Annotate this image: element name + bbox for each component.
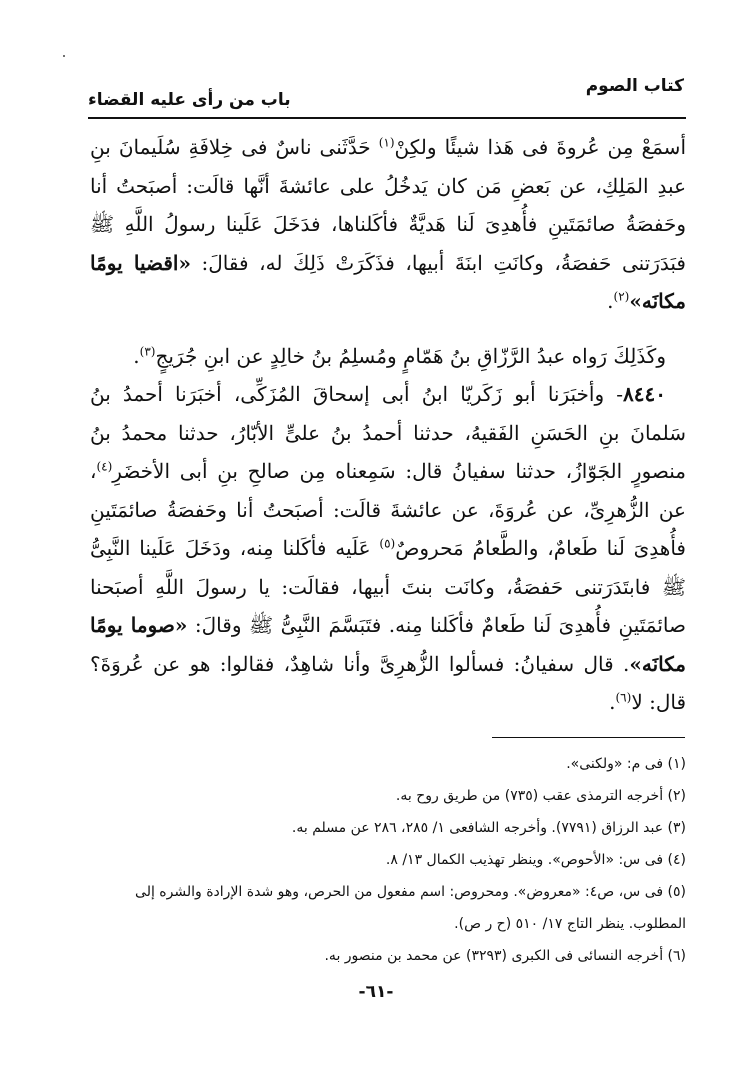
footnote-ref: (٥)	[379, 536, 396, 551]
hadith-quote: «صوما يومًا مكانَه»	[90, 613, 686, 676]
scan-speck	[63, 55, 65, 57]
chapter-title: باب من رأى عليه القضاء	[88, 90, 291, 110]
footnote: (٢) أخرجه الترمذى عقب (٧٣٥) من طريق روح به.	[395, 788, 686, 804]
footnote-ref: (٦)	[615, 690, 632, 705]
running-header	[88, 76, 684, 110]
footnote-ref: (٢)	[613, 289, 630, 304]
hadith-number: ٨٤٤٠	[623, 382, 666, 406]
footnote: (٤) فى س: «الأحوص». وينظر تهذيب الكمال ١٣/ ٨.	[385, 852, 686, 868]
footnote-ref: (٣)	[139, 343, 156, 358]
footnotes	[110, 748, 686, 972]
hadith-quote: «اقضيا يومًا مكانَه»	[90, 250, 686, 313]
paragraph-continuation: أسمَعْ مِن عُروةَ فى هَذا شيئًا ولكِنْ$^{(١)}$ حَدَّثَنى ناسٌ فى خِلافَةِ سُلَيمانَ بنِ عبدِ المَلِكِ، عن بَعضِ مَن كان يَدخُلُ على عائشةَ أنَّها قالَت: أصبَحتُ أنا وحَفصَةُ صائمَتَينِ فأُهدِىَ لَنا هَديَّةٌ فأكَلناها، فدَخَلَ عَلَينا رسولُ اللَّهِ ﷺ فبَدَرَتنى حَفصَةُ، وكانَتِ ابنَةَ أبيها، فذَكَرَتْ ذَلِكَ له، فقالَ: «اقضيا يومًا مكانَه»$^{(٢)}$.	[90, 135, 686, 313]
header-rule	[88, 117, 686, 119]
footnote-ref: (١)	[378, 135, 395, 150]
footnote: (٥) فى س، ص٤: «معروض». ومحروص: اسم مفعول من الحرص، وهو شدة الإرادة والشره إلى المطلوب. ينظر التاج ١٧/ ٥١٠ (ح ر ص).	[135, 884, 686, 932]
paragraph-narration: وكَذَلِكَ رَواه عبدُ الرَّزّاقِ بنُ هَمّامٍ ومُسلِمُ بنُ خالِدٍ عن ابنِ جُرَيجٍ$^{(٣)}$.	[133, 343, 666, 368]
paragraph-hadith-8440: ٨٤٤٠- وأخبَرَنا أبو زَكَريّا ابنُ أبى إسحاقَ المُزَكِّى، أخبَرَنا أحمدُ بنُ سَلمانَ بنِ الحَسَنِ الفَقيهُ، حدثنا أحمدُ بنُ علىٍّ الأبّارُ، حدثنا محمدُ بنُ منصورٍ الجَوّازُ، حدثنا سفيانُ قال: سَمِعناه مِن صالحِ بنِ أبى الأخضَرِ$^{(٤)}$، عن الزُّهرِىِّ، عن عُروَةَ، عن عائشةَ قالَت: أصبَحتُ أنا وحَفصَةُ صائمَتَينِ فأُهدِىَ لَنا طَعامٌ، والطَّعامُ مَحروصٌ$^{(٥)}$ عَلَيه فأكَلنا مِنه، ودَخَلَ عَلَينا النَّبِىُّ ﷺ فابتَدَرَتنى حَفصَةُ، وكانَت بنتَ أبيها، فقالَت: يا رسولَ اللَّهِ أصبَحنا صائمَتَينِ فأُهدِىَ لَنا طَعامٌ فأكَلنا مِنه. فتَبَسَّمَ النَّبِىُّ ﷺ وقالَ: «صوما يومًا مكانَه». قال سفيانُ: فسألوا الزُّهرِىَّ وأنا شاهِدٌ، فقالوا: هو عن عُروَةَ؟ قال: لا$^{(٦)}$.	[90, 382, 686, 714]
footnote: (٦) أخرجه النسائى فى الكبرى (٣٢٩٣) عن محمد بن منصور به.	[324, 948, 686, 964]
book-title: كتاب الصوم	[585, 76, 684, 96]
footnote: (١) فى م: «ولكنى».	[566, 756, 686, 772]
footnote-ref: (٤)	[96, 459, 113, 474]
main-text	[90, 128, 686, 722]
page-number: -٦١-	[358, 982, 394, 1002]
footnote: (٣) عبد الرزاق (٧٧٩١). وأخرجه الشافعى ١/ ٢٨٥، ٢٨٦ عن مسلم به.	[291, 820, 686, 836]
footnote-rule	[492, 737, 685, 738]
